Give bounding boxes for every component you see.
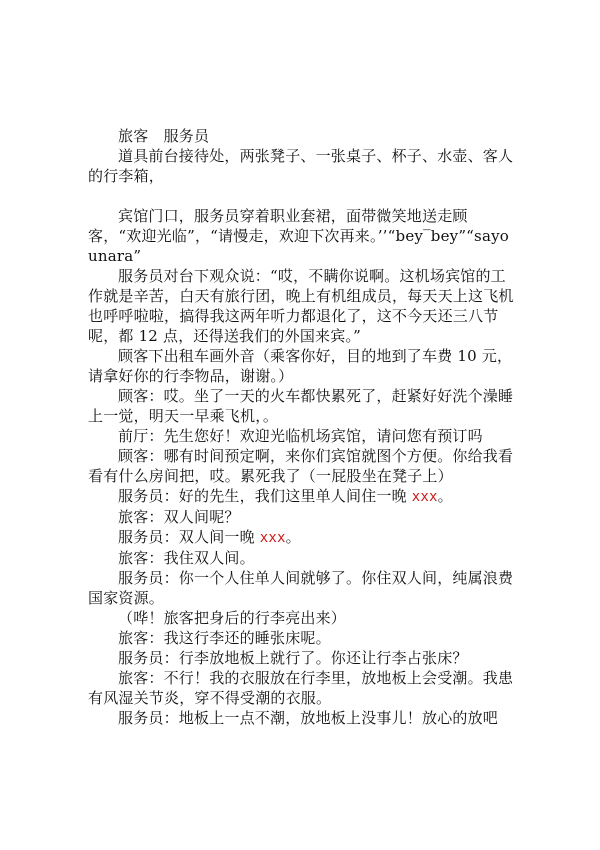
dialogue-paragraph-15: 服务员：地板上一点不潮，放地板上没事儿！放心的放吧 [118, 709, 499, 727]
dialogue-paragraph-12: 旅客：我这行李还的睡张床呢。 [118, 629, 331, 647]
document-page [88, 126, 516, 728]
price-placeholder-single: xxx [411, 489, 438, 505]
dialogue-paragraph-7: 旅客：双人间呢？ [118, 508, 240, 526]
dialogue-paragraph-11: （哗！旅客把身后的行李亮出来） [118, 609, 347, 627]
dialogue-paragraph-2: 顾客下出租车画外音（乘客你好，目的地到了车费 10 元，请拿好你的行李物品，谢谢。） [88, 347, 513, 385]
dialogue-8-text: 服务员：双人间一晚 [118, 528, 260, 546]
title-line: 旅客 服务员 [118, 127, 210, 145]
dialogue-6-end: 。 [437, 487, 453, 505]
dialogue-paragraph-3: 顾客：哎。坐了一天的火车都快累死了，赶紧好好洗个澡睡上一觉，明天一早乘飞机，。 [88, 387, 514, 425]
dialogue-6-text: 服务员：好的先生，我们这里单人间住一晚 [118, 487, 412, 505]
dialogue-paragraph-8 [88, 527, 516, 548]
price-placeholder-double: xxx [259, 530, 286, 546]
dialogue-paragraph-13: 服务员：行李放地板上就行了。你还让行李占张床？ [118, 649, 468, 667]
dialogue-paragraph-10: 服务员：你一个人住单人间就够了。你住双人间，纯属浪费国家资源。 [88, 569, 514, 607]
dialogue-8-end: 。 [285, 528, 301, 546]
blank-line [88, 186, 516, 206]
props-paragraph: 道具前台接待处，两张凳子、一张桌子、杯子、水壶、客人的行李箱， [88, 147, 514, 185]
dialogue-paragraph-4: 前厅：先生您好！欢迎光临机场宾馆，请问您有预订吗 [118, 427, 483, 445]
dialogue-paragraph-14: 旅客：不行！我的衣服放在行李里，放地板上会受潮。我患有风湿关节炎，穿不得受潮的衣服。 [88, 669, 514, 707]
dialogue-paragraph-6 [88, 486, 516, 507]
scene-paragraph: 宾馆门口，服务员穿着职业套裙，面带微笑地送走顾客，“欢迎光临”，“请慢走，欢迎下次再来。’’“bey‾bey”“sayounara” [88, 207, 510, 265]
dialogue-paragraph-5: 顾客：哪有时间预定啊，来你们宾馆就图个方便。你给我看看有什么房间把，哎。累死我了（一屁股坐在凳子上） [88, 447, 514, 485]
dialogue-paragraph-1: 服务员对台下观众说：“哎，不瞒你说啊。这机场宾馆的工作就是辛苦，白天有旅行团，晚上有机组成员，每天天上这飞机也呼呼啦啦，搞得我这两年听力都退化了，这不今天还三八节呢，都 12 点，还得送我们的外国来宾。” [88, 267, 514, 345]
dialogue-paragraph-9: 旅客：我住双人间。 [118, 549, 255, 567]
